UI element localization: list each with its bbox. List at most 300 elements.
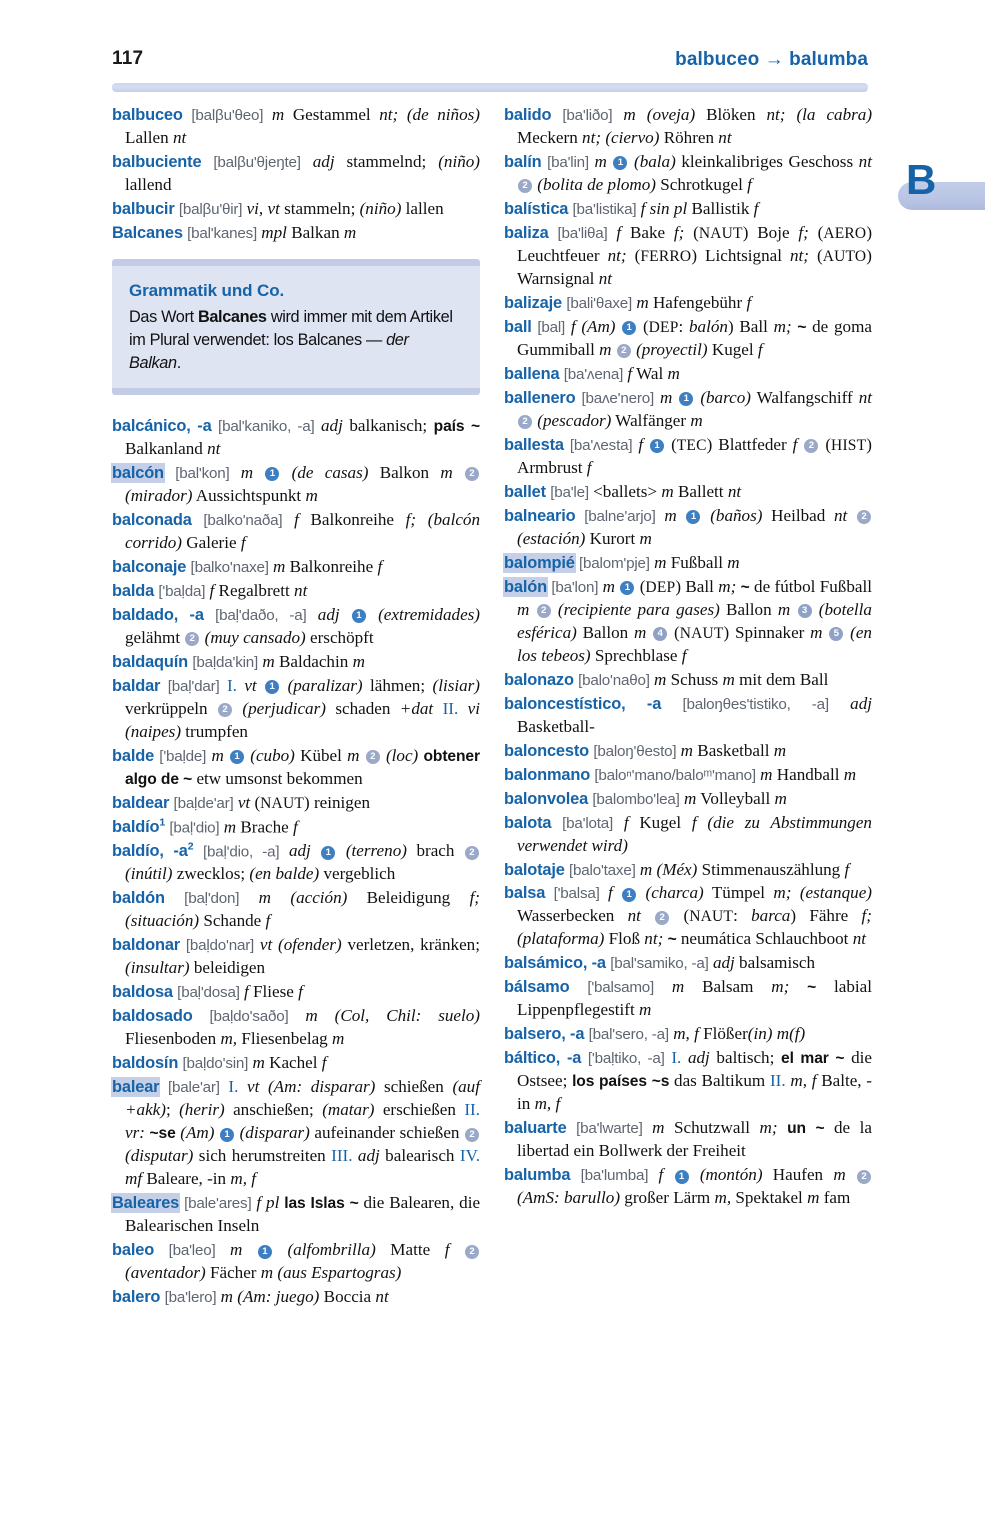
left-column xyxy=(112,104,480,1309)
grammar-label: m xyxy=(252,1053,265,1073)
entry-phonetic: [ba'listika] xyxy=(572,200,637,218)
grammar-label: m xyxy=(271,105,285,124)
sense-number: 2 xyxy=(366,750,380,764)
sense-number: 3 xyxy=(798,604,812,618)
sense-gloss: (muy cansado) xyxy=(204,627,306,647)
grammar-label: m xyxy=(220,1287,233,1307)
dictionary-entry[interactable] xyxy=(112,840,480,886)
entry-phonetic: [bal'kanes] xyxy=(187,224,257,242)
dictionary-entry[interactable] xyxy=(504,316,872,362)
grammar-label: m, xyxy=(673,1024,690,1044)
entry-headword[interactable]: baldado, -a xyxy=(112,605,204,624)
entry-phonetic: [baḷ'dio, -a] xyxy=(202,843,280,861)
dictionary-entry[interactable] xyxy=(112,934,480,980)
subject-label: NAUT xyxy=(689,908,734,926)
section-marker: I. xyxy=(226,675,237,695)
grammar-label: m xyxy=(659,387,673,407)
entry-headword[interactable]: baleo xyxy=(112,1241,155,1260)
sense-gloss: (acción) xyxy=(290,888,348,908)
collocation: ~ xyxy=(835,1050,845,1068)
collocation: ~se xyxy=(149,1125,176,1143)
entry-headword[interactable]: baldear xyxy=(112,793,170,812)
section-marker: II. xyxy=(442,698,459,718)
entry-definition: m Hafengebühr f xyxy=(636,292,752,312)
grammar-label: f; xyxy=(798,222,809,242)
entry-headword[interactable]: balón xyxy=(504,577,547,596)
grammar-label: pl xyxy=(673,198,688,218)
entry-phonetic: [ba'le] xyxy=(550,483,589,501)
entry-definition: m, f Flößer(in) m(f) xyxy=(673,1024,806,1044)
entry-headword[interactable]: balear xyxy=(112,1078,160,1097)
entry-definition: m Balkonreihe f xyxy=(273,556,383,576)
entry-headword[interactable]: baloncestístico, -a xyxy=(504,694,662,713)
grammar-label: m xyxy=(654,552,667,572)
dictionary-entry[interactable] xyxy=(504,976,872,1022)
header-divider xyxy=(112,83,868,92)
sense-gloss: (cubo) xyxy=(250,745,295,765)
entry-headword[interactable]: balonazo xyxy=(504,670,574,689)
grammar-label: f xyxy=(377,556,383,576)
grammar-label: f xyxy=(209,580,215,600)
grammar-label: f xyxy=(694,1024,699,1044)
entry-phonetic: ['baḷtiko, -a] xyxy=(587,1050,665,1068)
sense-number: 2 xyxy=(804,439,818,453)
entry-phonetic: [ba'liðo] xyxy=(562,107,613,124)
dictionary-entry[interactable] xyxy=(504,1023,872,1046)
grammar-label: vi xyxy=(467,698,480,718)
dictionary-entry[interactable] xyxy=(112,651,480,674)
sense-gloss: (ciervo) xyxy=(605,127,660,147)
entry-headword[interactable]: balompié xyxy=(504,553,575,572)
sense-gloss: (aventador) xyxy=(125,1263,206,1283)
dictionary-entry[interactable] xyxy=(112,604,480,650)
entry-headword[interactable]: balero xyxy=(112,1288,161,1307)
grammar-label: mf xyxy=(125,1169,143,1189)
dictionary-entry[interactable] xyxy=(112,887,480,933)
sense-gloss: (barco) xyxy=(700,387,751,407)
dictionary-entry[interactable] xyxy=(504,788,872,811)
dictionary-entry[interactable] xyxy=(112,1076,480,1191)
dictionary-entry[interactable] xyxy=(504,812,872,858)
dictionary-entry[interactable] xyxy=(504,434,872,480)
dictionary-entry[interactable] xyxy=(504,104,872,150)
collocation: obtener algo de xyxy=(125,747,480,788)
entry-phonetic: [baḷdo'saðo] xyxy=(209,1008,289,1026)
entry-phonetic: [balom'pje] xyxy=(579,554,650,572)
dictionary-entry[interactable] xyxy=(112,509,480,555)
grammar-label: m xyxy=(258,888,272,908)
dictionary-entry[interactable] xyxy=(504,505,872,551)
entry-headword[interactable]: balbuciente xyxy=(112,152,202,171)
grammar-label: m xyxy=(652,1118,665,1138)
entry-headword[interactable]: balotaje xyxy=(504,860,565,879)
grammar-label: pl xyxy=(266,1193,280,1213)
dictionary-entry[interactable] xyxy=(112,222,480,245)
grammar-label: f xyxy=(753,198,759,218)
entry-phonetic: ['balsa] xyxy=(553,885,600,903)
grammar-label: f xyxy=(844,859,850,879)
entry-headword[interactable]: ball xyxy=(504,317,532,336)
sense-number: 2 xyxy=(857,1170,871,1184)
dictionary-entry[interactable] xyxy=(112,816,480,839)
entry-phonetic: [ba'lon] xyxy=(551,578,599,596)
sense-gloss: (situación) xyxy=(125,911,200,931)
grammar-label: f xyxy=(681,645,687,665)
dictionary-entry[interactable] xyxy=(504,952,872,975)
entry-phonetic: [balo'naθo] xyxy=(578,671,650,689)
sense-number: 1 xyxy=(622,888,636,902)
entry-headword[interactable]: bálsamo xyxy=(504,978,570,997)
entry-headword[interactable]: baldar xyxy=(112,676,161,695)
sense-gloss: (niño) xyxy=(438,151,480,171)
entry-headword[interactable]: balsa xyxy=(504,884,546,903)
sense-gloss: (charca) xyxy=(645,883,704,903)
grammar-label: m xyxy=(305,1006,318,1026)
grammar-label: m xyxy=(690,410,703,430)
grammar-label: m, xyxy=(534,1094,552,1114)
grammar-label: vt xyxy=(259,935,273,955)
sense-number: 1 xyxy=(679,392,693,406)
entry-phonetic: [baḷ'daðo, -a] xyxy=(215,606,307,624)
sense-gloss: (en los tebeos) xyxy=(517,622,872,665)
entry-headword[interactable]: ballet xyxy=(504,482,546,501)
collocation: ~ xyxy=(815,1120,825,1138)
grammar-label: m xyxy=(774,788,787,808)
entry-phonetic: [ba'ʌesta] xyxy=(569,436,633,454)
grammar-label: m xyxy=(634,622,647,642)
grammar-label: nt xyxy=(858,151,872,171)
dictionary-entry[interactable] xyxy=(112,1005,480,1051)
dictionary-entry[interactable] xyxy=(504,669,872,692)
dictionary-entry[interactable] xyxy=(112,1192,480,1238)
sense-gloss: (disputar) xyxy=(125,1146,194,1166)
entry-definition: I. adj baltisch; el mar ~ die Ostsee; los países ~s das Baltikum II. m, f Balte, -in m, f xyxy=(517,1048,873,1114)
entry-headword[interactable]: baldosín xyxy=(112,1054,179,1073)
entry-headword[interactable]: Balcanes xyxy=(112,223,183,242)
entry-definition: m (acción) Beleidigung f; (situación) Schande f xyxy=(125,888,481,931)
entry-headword[interactable]: balonvolea xyxy=(504,789,589,808)
entry-headword[interactable]: baldosado xyxy=(112,1007,193,1026)
entry-phonetic: [ba'lin] xyxy=(547,153,589,171)
dictionary-entry[interactable] xyxy=(504,1117,872,1163)
entry-headword[interactable]: balbuceo xyxy=(112,106,183,124)
entry-definition: m (Méx) Stimmenauszählung f xyxy=(639,859,850,879)
entry-headword[interactable]: baldón xyxy=(112,889,165,908)
grammar-label: f xyxy=(240,532,246,552)
entry-headword[interactable]: balumba xyxy=(504,1166,571,1185)
dictionary-entry[interactable] xyxy=(504,693,872,739)
subject-label: AUTO xyxy=(822,247,867,265)
dictionary-entry[interactable] xyxy=(112,556,480,579)
grammar-label: f xyxy=(244,982,249,1002)
grammar-label: m xyxy=(223,817,237,837)
sense-gloss: (naipes) xyxy=(125,721,182,741)
entry-headword[interactable]: baldío, $-a^2$ xyxy=(112,841,194,861)
grammar-label: f; xyxy=(405,509,417,529)
sense-gloss: (balcón corrido) xyxy=(125,509,480,552)
grammar-label: m xyxy=(599,339,612,359)
entry-definition: I. vt (Am: disparar) schießen (auf +akk); (herir) anschießen; (matar) erschießen II. vr: ~se (Am) 1 (disparar) aufeinander schießen 2 (disputar) sich herumstreiten III. adj balearisch IV. mf Baleare, -in m, f xyxy=(125,1077,480,1189)
grammar-label: f xyxy=(298,982,303,1002)
dictionary-entry[interactable] xyxy=(504,1047,872,1116)
entry-definition: m Gestammel nt; (de niños) Lallen nt xyxy=(125,105,480,147)
grammar-label: m, xyxy=(714,1188,732,1208)
grammar-label: nt; xyxy=(582,127,602,147)
sense-number: 2 xyxy=(857,510,871,524)
entry-definition: f pl las Islas ~ die Balearen, die Balearischen Inseln xyxy=(125,1193,481,1236)
grammar-label: m xyxy=(807,1188,820,1208)
grammar-label: m xyxy=(262,651,275,671)
entry-headword[interactable]: balcón xyxy=(112,463,164,482)
entry-definition: m 1 (cubo) Kübel m 2 (loc) obtener algo de ~ etw umsonst bekommen xyxy=(125,745,480,788)
dictionary-entry[interactable] xyxy=(504,363,872,386)
subject-label: NAUT xyxy=(260,794,305,812)
entry-headword[interactable]: balizaje xyxy=(504,293,563,312)
entry-definition: vi, vt stammeln; (niño) lallen xyxy=(246,198,444,218)
dictionary-entry[interactable] xyxy=(504,859,872,882)
entry-headword[interactable]: balonmano xyxy=(504,765,591,784)
sense-gloss: (de casas) xyxy=(291,462,369,482)
grammar-label: m xyxy=(654,669,667,689)
entry-definition: m Brache f xyxy=(223,817,298,837)
entry-headword[interactable]: balín xyxy=(504,152,542,171)
grammar-label: f; xyxy=(673,222,685,242)
grammar-label: f xyxy=(623,812,629,832)
dictionary-entry[interactable] xyxy=(112,792,480,815)
entry-headword[interactable]: ballenero xyxy=(504,388,576,407)
grammar-label: +dat xyxy=(399,698,434,718)
entry-definition: m Volleyball m xyxy=(683,788,787,808)
entry-phonetic: [bali'θaxe] xyxy=(566,294,633,312)
dictionary-entry[interactable] xyxy=(112,745,480,791)
entry-definition: m (Col, Chil: suelo) Fliesenboden m, Fliesenbelag m xyxy=(125,1006,480,1049)
entry-headword[interactable]: baldosa xyxy=(112,983,173,1002)
entry-headword[interactable]: balneario xyxy=(504,506,576,525)
sense-gloss: (la cabra) xyxy=(796,105,873,124)
dictionary-entry[interactable] xyxy=(504,198,872,221)
collocation: país xyxy=(433,417,465,435)
dictionary-entry[interactable] xyxy=(504,1164,872,1210)
entry-headword[interactable]: ballesta xyxy=(504,435,564,454)
entry-phonetic: [baḷde'ar] xyxy=(173,794,234,812)
sense-number: 2 xyxy=(655,911,669,925)
collocation: las Islas xyxy=(284,1195,345,1213)
sense-number: 5 xyxy=(829,627,843,641)
dictionary-entry[interactable] xyxy=(504,292,872,315)
entry-definition: adj Basketball- xyxy=(517,693,872,736)
grammar-label: nt; xyxy=(766,105,786,124)
entry-phonetic: ['baḷda] xyxy=(158,582,206,600)
entry-headword[interactable]: balota xyxy=(504,813,552,832)
entry-headword[interactable]: balcánico, -a xyxy=(112,416,212,435)
grammar-label: nt xyxy=(207,438,221,458)
grammar-label: m xyxy=(594,151,607,171)
grammar-label: f xyxy=(616,222,622,242)
subject-label: DEP xyxy=(648,318,679,336)
dictionary-entry[interactable] xyxy=(504,481,872,504)
grammar-label: adj xyxy=(850,693,872,713)
entry-definition: m Kachel f xyxy=(252,1053,327,1073)
dictionary-entry[interactable] xyxy=(112,675,480,744)
sense-gloss: (die zu Abstimmungen verwendet wird) xyxy=(517,812,872,855)
entry-headword[interactable]: báltico, -a xyxy=(504,1049,582,1068)
dictionary-entry[interactable] xyxy=(112,1052,480,1075)
dictionary-entry[interactable] xyxy=(112,580,480,603)
entry-definition: vt (NAUT) reinigen xyxy=(237,792,370,812)
sense-number: 2 xyxy=(465,846,479,860)
entry-phonetic: [bal] xyxy=(537,318,566,336)
entry-headword[interactable]: balbucir xyxy=(112,199,175,218)
entry-definition: adj 1 (extremidades) gelähmt 2 (muy cansado) erschöpft xyxy=(125,604,480,647)
grammar-label: nt; xyxy=(789,245,809,265)
grammar-label: f xyxy=(757,339,763,359)
dictionary-entry[interactable] xyxy=(504,151,872,197)
entry-definition: adj balkanisch; país ~ Balkanland nt xyxy=(125,415,480,458)
entry-headword[interactable]: baldonar xyxy=(112,936,181,955)
letter-thumb-label: B xyxy=(906,156,936,203)
dictionary-entry[interactable] xyxy=(112,462,480,508)
grammar-label: m xyxy=(661,481,674,501)
entry-headword[interactable]: baldaquín xyxy=(112,652,189,671)
entry-headword[interactable]: Baleares xyxy=(112,1194,180,1213)
sense-gloss: (Am: disparar) xyxy=(267,1077,376,1097)
sense-gloss: (matar) xyxy=(322,1100,375,1120)
subject-label: NAUT xyxy=(698,224,743,242)
dictionary-entry[interactable] xyxy=(504,387,872,433)
entry-definition: <ballets> m Ballett nt xyxy=(593,481,742,501)
dictionary-entry[interactable] xyxy=(112,415,480,461)
entry-headword[interactable]: balda xyxy=(112,581,155,600)
sense-number: 1 xyxy=(265,467,279,481)
sense-gloss: (paralizar) xyxy=(287,675,363,695)
sense-gloss: (Méx) xyxy=(656,859,698,879)
sense-gloss: (loc) xyxy=(385,745,419,765)
entry-definition: m (Am: juego) Boccia nt xyxy=(220,1287,389,1307)
grammar-label: f xyxy=(746,292,752,312)
collocation: el mar xyxy=(781,1050,829,1068)
entry-phonetic: [baḷdo'sin] xyxy=(182,1055,249,1073)
entry-headword[interactable]: balsámico, -a xyxy=(504,954,606,973)
sense-gloss: (en balde) xyxy=(249,864,320,884)
sense-gloss: (inútil) xyxy=(125,864,173,884)
dictionary-entry[interactable] xyxy=(504,764,872,787)
collocation: ~s xyxy=(651,1073,670,1091)
entry-phonetic: [ba'lero] xyxy=(164,1289,217,1307)
entry-headword[interactable]: balconada xyxy=(112,510,192,529)
entry-headword[interactable]: baluarte xyxy=(504,1119,567,1138)
entry-definition: f 1 (TEC) Blattfeder f 2 (HIST) Armbrust f xyxy=(517,434,872,477)
dictionary-entry[interactable] xyxy=(112,981,480,1004)
entry-phonetic: [bal'kaniko, -a] xyxy=(218,417,315,435)
grammar-label: nt xyxy=(727,481,742,501)
grammar-label: nt; xyxy=(607,245,627,265)
entry-phonetic: [bal'samiko, -a] xyxy=(610,955,709,973)
entry-headword[interactable]: baloncesto xyxy=(504,741,590,760)
dictionary-entry[interactable] xyxy=(504,222,872,291)
sense-gloss: (lisiar) xyxy=(432,675,480,695)
entry-headword[interactable]: balsero, -a xyxy=(504,1025,585,1044)
grammar-label: adj xyxy=(712,953,735,973)
entry-definition: m Handball m xyxy=(760,764,857,784)
grammar-label: m xyxy=(230,1240,243,1260)
sense-number: 1 xyxy=(613,156,627,170)
grammar-label: m, xyxy=(220,1029,238,1049)
dictionary-entry[interactable] xyxy=(112,1286,480,1309)
grammar-label: vt xyxy=(247,1077,260,1097)
grammar-label: m xyxy=(639,528,652,548)
sense-number: 2 xyxy=(465,1128,479,1142)
dictionary-entry[interactable] xyxy=(112,151,480,197)
grammar-label: f xyxy=(555,1094,561,1114)
sense-gloss: (estanque) xyxy=(799,883,872,903)
grammar-label: m; xyxy=(773,316,792,336)
section-marker: I. xyxy=(228,1077,239,1097)
collocation: ~ xyxy=(667,931,677,949)
grammar-label: m xyxy=(639,859,653,879)
section-marker: II. xyxy=(769,1071,786,1091)
entry-headword[interactable]: baliza xyxy=(504,223,549,242)
entry-definition: vt (ofender) verletzen, kränken; (insultar) beleidigen xyxy=(125,935,480,978)
grammar-label: m; xyxy=(771,977,790,997)
grammar-label: nt xyxy=(718,127,732,147)
dictionary-entry[interactable] xyxy=(112,198,480,221)
entry-headword[interactable]: balido xyxy=(504,106,552,124)
entry-phonetic: [balne'arjo] xyxy=(584,507,656,525)
entry-definition: m 1 (bala) kleinkalibriges Geschoss nt 2 (bolita de plomo) Schrotkugel f xyxy=(517,152,872,194)
sense-number: 1 xyxy=(265,680,279,694)
sense-gloss: (f) xyxy=(789,1024,806,1044)
grammar-label: m xyxy=(843,764,857,784)
sense-gloss: (botella esférica) xyxy=(517,599,872,642)
entry-headword[interactable]: balde xyxy=(112,746,155,765)
dictionary-entry[interactable] xyxy=(504,882,872,951)
sense-gloss: (Am) xyxy=(581,316,616,336)
section-marker: IV. xyxy=(459,1146,480,1166)
dictionary-entry[interactable] xyxy=(504,740,872,763)
grammar-label: f xyxy=(444,1240,450,1260)
sense-number: 1 xyxy=(620,581,634,595)
dictionary-entry[interactable] xyxy=(504,552,872,575)
entry-phonetic: [balombo'lea] xyxy=(592,790,680,808)
entry-headword[interactable]: baldío$^1$ xyxy=(112,816,166,837)
dictionary-entry[interactable] xyxy=(504,576,872,668)
entry-phonetic: [balβu'θir] xyxy=(178,200,243,218)
grammar-label: m xyxy=(211,745,224,765)
dictionary-entry[interactable] xyxy=(112,104,480,150)
entry-definition: m 1 (baños) Heilbad nt 2 (estación) Kurort m xyxy=(517,506,872,548)
grammar-label: f; xyxy=(861,906,872,926)
dictionary-entry[interactable] xyxy=(112,1239,480,1285)
entry-definition: adj balsamisch xyxy=(712,953,816,973)
collocation: un xyxy=(787,1120,806,1138)
subject-label: FERRO xyxy=(640,247,692,265)
entry-definition: f Bake f; (NAUT) Boje f; (AERO) Leuchtfeuer nt; (FERRO) Lichtsignal nt; (AUTO) Warnsignal nt xyxy=(517,222,873,288)
entry-headword[interactable]: balconaje xyxy=(112,557,187,576)
entry-headword[interactable]: balística xyxy=(504,199,569,218)
sense-gloss: (in) xyxy=(747,1024,773,1044)
grammar-label: f xyxy=(265,911,271,931)
grammar-label: f xyxy=(256,1193,262,1213)
grammar-label: adj xyxy=(317,604,340,624)
entry-headword[interactable]: ballena xyxy=(504,364,560,383)
entry-phonetic: [baḷ'dar] xyxy=(167,677,220,695)
entry-definition: f Fliese f xyxy=(244,982,303,1002)
grammar-label: m xyxy=(440,462,453,482)
sense-gloss: (auf +akk) xyxy=(125,1077,480,1120)
collocation: ~ xyxy=(183,770,193,788)
subject-label: DEP xyxy=(645,578,676,596)
grammar-label: f xyxy=(627,363,633,383)
